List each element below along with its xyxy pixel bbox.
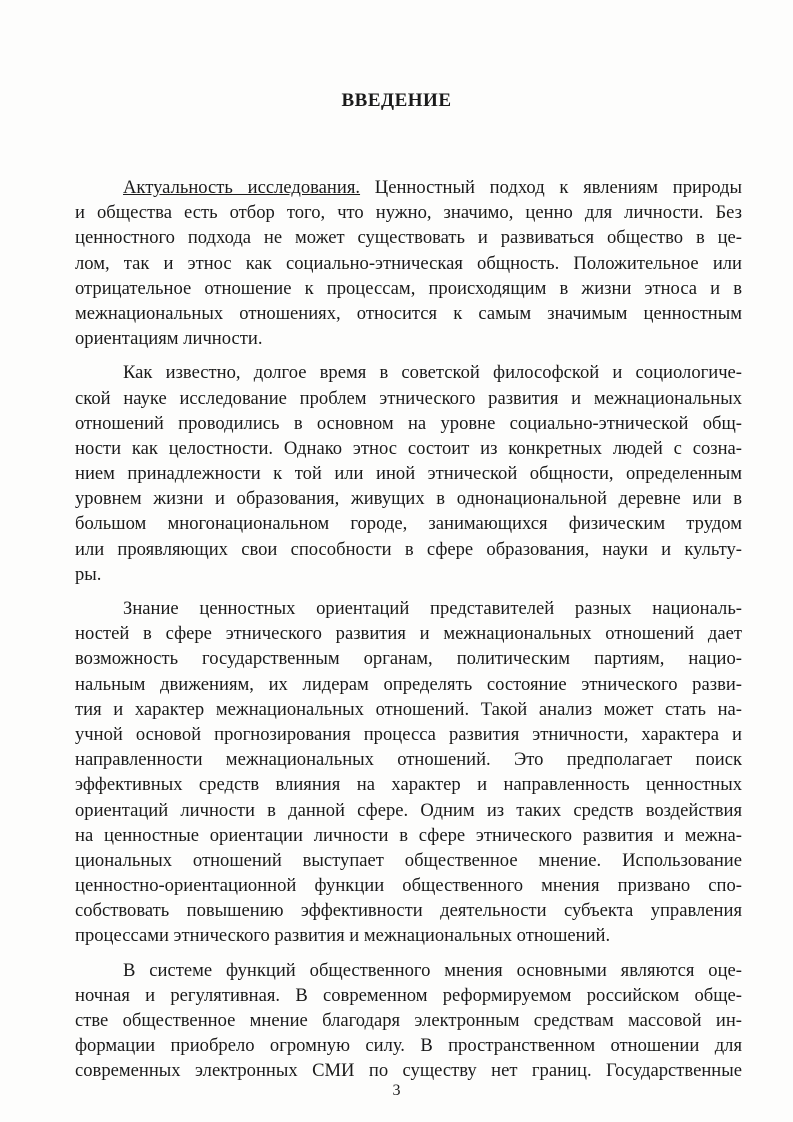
text-line: и общества есть отбор того, что нужно, значимо, ценно для личности. Без	[75, 202, 742, 224]
text-line: В системе функций общественного мнения основными являются оце-	[123, 959, 742, 981]
paragraph	[75, 596, 742, 949]
text-line: ориентаций личности в данной сфере. Одним из таких средств воздействия	[75, 799, 742, 821]
text-line: возможность государственным органам, политическим партиям, нацио-	[75, 648, 742, 670]
text-line: ночная и регулятивная. В современном реформируемом российском обще-	[75, 984, 742, 1006]
text-line: циональных отношений выступает общественное мнение. Использование	[75, 849, 742, 871]
text-line: направленности межнациональных отношений. Это предполагает поиск	[75, 749, 742, 771]
paragraph-relevance	[75, 175, 742, 351]
text-line: на ценностные ориентации личности в сфере этнического развития и межна-	[75, 824, 742, 846]
document-body	[75, 175, 742, 1084]
text-line: формации приобрело огромную силу. В пространственном отношении для	[75, 1035, 742, 1057]
text-line: нием принадлежности к той или иной этнической общности, определенным	[75, 463, 742, 485]
page-title: ВВЕДЕНИЕ	[341, 90, 452, 111]
text-line: современных электронных СМИ по существу нет границ. Государственные	[75, 1060, 742, 1082]
text-line: Знание ценностных ориентаций представителей разных националь-	[123, 598, 742, 619]
paragraph	[75, 360, 742, 587]
text-line: учной основой прогнозирования процесса развития этничности, характера и	[75, 723, 742, 745]
text-line: ности как целостности. Однако этнос состоит из конкретных людей с созна-	[75, 437, 742, 459]
text-line: отрицательное отношение к процессам, происходящим в жизни этноса и в	[75, 277, 742, 299]
text-line: большом многонациональном городе, занимающихся физическим трудом	[75, 513, 742, 535]
text-line: ры.	[75, 563, 102, 585]
text-line	[75, 175, 742, 200]
text-line: ценностного подхода не может существовать и развиваться общество в це-	[75, 227, 742, 249]
paragraph	[75, 958, 742, 1084]
text-line: стве общественное мнение благодаря электронным средствам массовой ин-	[75, 1010, 742, 1031]
text-line: или проявляющих свои способности в сфере образования, науки и культу-	[75, 538, 742, 560]
text-line: собствовать повышению эффективности деятельности субъекта управления	[75, 900, 742, 922]
text-line: процессами этнического развития и межнациональных отношений.	[75, 925, 611, 947]
text-line: ской науке исследование проблем этнического развития и межнациональных	[75, 387, 742, 409]
text-line: лом, так и этнос как социально-этническая общность. Положительное или	[75, 252, 742, 274]
text-line: эффективных средств влияния на характер и направленность ценностных	[75, 774, 742, 796]
text-line: отношений проводились в основном на уровне социально-этнической общ-	[75, 412, 742, 434]
page-number: 3	[392, 1082, 401, 1099]
text-line: тия и характер межнациональных отношений. Такой анализ может стать на-	[75, 698, 742, 720]
section-heading: Актуальность исследования.	[123, 177, 361, 198]
text-line-rest: Ценностный подход к явлениям природы	[360, 177, 742, 198]
text-line: ценностно-ориентационной функции общественного мнения призвано спо-	[75, 875, 742, 897]
text-line: уровнем жизни и образования, живущих в однонациональной деревне или в	[75, 488, 742, 510]
text-line: ностей в сфере этнического развития и межнациональных отношений дает	[75, 623, 742, 645]
text-line: межнациональных отношениях, относится к самым значимым ценностным	[75, 302, 742, 324]
text-line: нальным движениям, их лидерам определять состояние этнического разви-	[75, 673, 742, 695]
text-line: ориентациям личности.	[75, 328, 263, 350]
text-line: Как известно, долгое время в советской философской и социологиче-	[123, 362, 742, 384]
